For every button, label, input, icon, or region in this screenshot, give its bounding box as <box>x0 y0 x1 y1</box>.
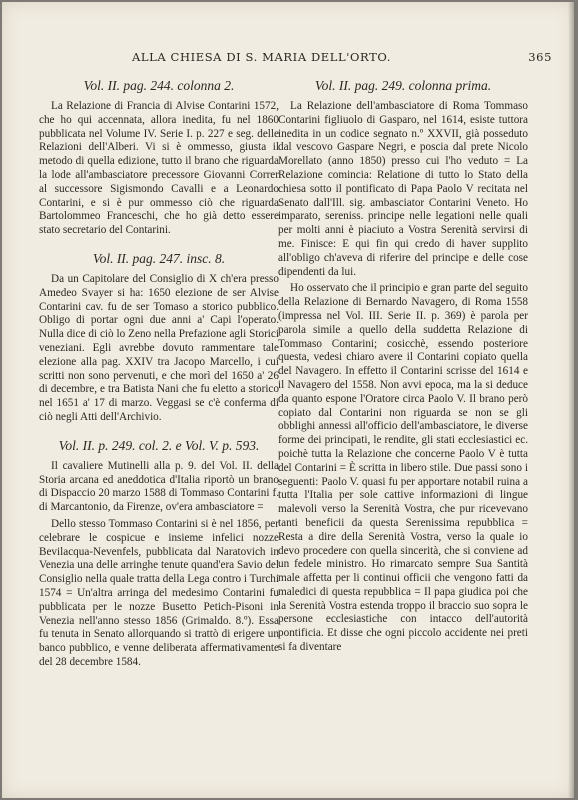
running-header <box>132 50 552 66</box>
book-page <box>2 2 574 798</box>
paragraph: La Relazione dell'ambasciatore di Roma Tommaso Contarini figliuolo di Gasparo, nel 1614, esiste tuttora inedita in un codice segnato n.º XXVII, già posseduto dal vescovo Gaspare Negri, e poscia dal prete Nicolo Morellato (anno 1850) presso cui l'ho veduto = La Relazione comincia: Relatione di tutto lo Stato della chiesa sotto il pontificato di Papa Paolo V recitata nel Senato dall'Ill. sig. ambasciator Contarini Veneto. Ho imparato, sereniss. principe nelle legationi nelle quali per molti anni è piaciuto a Vostra Serenità servirsi di me. Finisce: E qui fin qui credo di haver supplito all'obligo ch'aveva di riferire del principe e delle cose dipendenti da lui. <box>278 100 528 278</box>
section-heading: Vol. II. pag. 249. colonna prima. <box>314 78 492 93</box>
paragraph: Da un Capitolare del Consiglio di X ch'era presso Amedeo Svayer si ha: 1650 elezione de ser Alvise Contarini cav. fu de ser Tomaso a storico pubblico. Obligo di portar ogni due anni a' Capi l'operato. Nulla dice di ciò lo Zeno nella Prefazione agli Storici veneziani. Egli avrebbe dovuto rammentare tale elezione alla pag. XXIV tra Jacopo Marcello, i cui scritti non sono pervenuti, e che morì del 1650 a' 26 di decembre, e tra Batista Nani che fu eletto a storico nel 1651 a' 17 di marzo. Veggasi se c'è conferma di ciò negli Atti dell'Archivio. <box>39 272 279 423</box>
left-column <box>39 78 279 673</box>
paragraph: Dello stesso Tommaso Contarini si è nel 1856, per celebrare le cospicue e insieme infelici nozze Bevilacqua-Nevenfels, pubblicata dal Naratovich in Venezia una delle arringhe tenute quand'era Savio del Consiglio nella quale tratta della Lega contro i Turchi 1574 = Un'altra arringa del medesimo Contarini fu pubblicata per le nozze Busetto Petich-Pisoni in Venezia nell'anno stesso 1856 (Grimaldo. 8.º). Essa fu tenuta in Senato allorquando si trattò di erigere un banco pubblico, e venne deliberata affermativamente del 28 decembre 1584. <box>39 517 279 668</box>
paragraph: Ho osservato che il principio e gran parte del seguito della Relazione di Bernardo Navagero, di Roma 1558 (impressa nel Vol. III. Serie II. p. 369) è parola per parola simile a quello della suddetta Relazione di Tommaso Contarini; cosicchè, essendo posteriore questa, vedesi chiaro avere il Contarini copiato quella del Navagero. In effetto il Contarini scrisse del 1614 e il Navagero del 1558. Non avvi epoca, ma la si deduce da quanto espone l'Oratore circa Paolo V. Il brano però copiato dal Contarini non riguarda se non se gli obblighi annessi all'officio dell'ambasciatore, le diverse forme dei principati, le rendite, gli stati ecclesiastici ec. poichè tutta la Relazione che concerne Paolo V è tutta del Contarini = È scritta in libero stile. Due passi sono i seguenti: Paolo V. quasi fu per apportare notabil ruina a tutta l'Italia per sole cattive informazioni di lingue malevoli verso la Serenità Vostra, che pur ricevevano tanti beneficii da questa Serenissima repubblica = Resta a dire della Serenità Vostra, verso la quale io devo procedere con quella sincerità, che si conviene ad un fedele ministro. Ho rimarcato sempre Sua Santità male affetta per li continui officii che vengono fatti da maledici di questa repubblica = Il papa giudica poi che la Serenità Vostra estenda troppo il braccio suo sopra le persone ecclesiastiche con intacco dell'autorità pontificia. Et disse che ogni piccolo accidente nei preti si fa diventare <box>278 282 528 654</box>
section-heading: Vol. II. p. 249. col. 2. e Vol. V. p. 593. <box>58 437 260 453</box>
section-heading: Vol. II. pag. 247. insc. 8. <box>92 250 226 266</box>
paragraph: La Relazione di Francia di Alvise Contarini 1572, che ho qui accennata, allora inedita, fu nel 1860 pubblicata nel Volume IV. Serie I. p. 227 e seg. delle Relazioni dell'Alberi. Vi si è ommesso, giusta il metodo di quella edizione, tutto il brano che riguarda la lode all'ambasciatore precessore Giovanni Correr al successore Sigismondo Cavalli e a Leonardo Contarini, e si è pur ommesso ciò che riguarda Bartolommeo Franceschi, che ho già detto essere stato secretario del Contarini. <box>39 100 279 237</box>
page-number: 365 <box>528 50 552 64</box>
page-edge-shadow <box>568 2 574 798</box>
right-column <box>278 78 528 658</box>
paragraph: Il cavaliere Mutinelli alla p. 9. del Vol. II. della Storia arcana ed aneddotica d'Italia riportò un brano di Dispaccio 20 marzo 1588 di Tommaso Contarini f. di Marcantonio, da Firenze, ov'era ambasciatore = <box>39 459 279 514</box>
running-title: ALLA CHIESA DI S. MARIA DELL'ORTO. <box>132 50 391 64</box>
section-heading: Vol. II. pag. 244. colonna 2. <box>83 78 235 93</box>
